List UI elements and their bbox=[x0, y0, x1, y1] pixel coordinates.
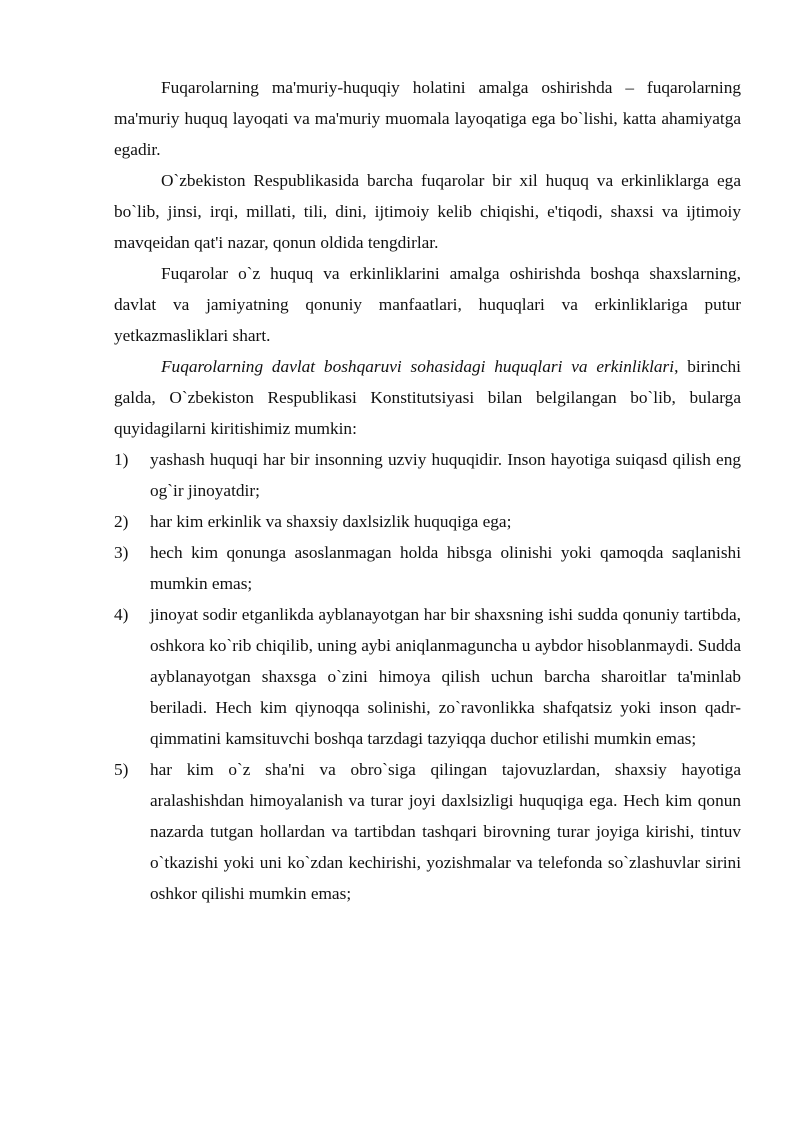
paragraph-1-text: Fuqarolarning ma'muriy-huquqiy holatini amalga oshirishda – fuqarolarning ma'muriy huquq layoqati va ma'muriy muomala layoqatiga ega bo`lishi, katta ahamiyatga egadir. bbox=[114, 78, 741, 159]
list-item-text: jinoyat sodir etganlikda ayblanayotgan har bir shaxsning ishi sudda qonuniy tartibda, oshkora ko`rib chiqilib, uning aybi aniqlanmaguncha u aybdor hisoblanmaydi. Sudda ayblanayotgan shaxsga o`zini himoya qilish uchun barcha sharoitlar ta'minlab beriladi. Hech kim qiynoqqa solinishi, zo`ravonlikka shafqatsiz yoki inson qadr-qimmatini kamsituvchi boshqa tarzdagi tazyiqqa duchor etilishi mumkin emas; bbox=[150, 605, 741, 748]
paragraph-4-text: , birinchi galda, O`zbekiston Respublikasi Konstitutsiyasi bilan belgilangan bo`lib, bularga quyidagilarni kiritishimiz mumkin: bbox=[114, 357, 741, 438]
list-item bbox=[114, 506, 741, 537]
list-item bbox=[114, 599, 741, 754]
paragraph-3 bbox=[114, 258, 741, 351]
rights-list bbox=[114, 444, 741, 909]
list-item bbox=[114, 444, 741, 506]
list-item-number: 3) bbox=[114, 543, 129, 562]
list-item-number: 5) bbox=[114, 760, 129, 779]
list-item-text: hech kim qonunga asoslanmagan holda hibsga olinishi yoki qamoqda saqlanishi mumkin emas; bbox=[150, 543, 741, 593]
list-item bbox=[114, 537, 741, 599]
list-item-text: har kim o`z sha'ni va obro`siga qilingan tajovuzlardan, shaxsiy hayotiga aralashishdan himoyalanish va turar joyi daxlsizligi huquqiga ega. Hech kim qonun nazarda tutgan hollardan va tartibdan tashqari birovning turar joyiga kirishi, tintuv o`tkazishi yoki uni ko`zdan kechirishi, yozishmalar va telefonda so`zlashuvlar sirini oshkor qilishi mumkin emas; bbox=[150, 760, 741, 903]
paragraph-1 bbox=[114, 72, 741, 165]
document-page bbox=[114, 72, 741, 909]
list-item-number: 2) bbox=[114, 512, 129, 531]
list-item-text: har kim erkinlik va shaxsiy daxlsizlik huquqiga ega; bbox=[150, 512, 512, 531]
paragraph-4-italic-heading: Fuqarolarning davlat boshqaruvi sohasidagi huquqlari va erkinliklari bbox=[161, 357, 675, 376]
paragraph-2 bbox=[114, 165, 741, 258]
list-item-text: yashash huquqi har bir insonning uzviy huquqidir. Inson hayotiga suiqasd qilish eng og`ir jinoyatdir; bbox=[150, 450, 741, 500]
list-item bbox=[114, 754, 741, 909]
paragraph-4 bbox=[114, 351, 741, 444]
paragraph-2-text: O`zbekiston Respublikasida barcha fuqarolar bir xil huquq va erkinliklarga ega bo`lib, jinsi, irqi, millati, tili, dini, ijtimoiy kelib chiqishi, e'tiqodi, shaxsi va ijtimoiy mavqeidan qat'i nazar, qonun oldida tengdirlar. bbox=[114, 171, 741, 252]
paragraph-3-text: Fuqarolar o`z huquq va erkinliklarini amalga oshirishda boshqa shaxslarning, davlat va jamiyatning qonuniy manfaatlari, huquqlari va erkinliklariga putur yetkazmasliklari shart. bbox=[114, 264, 741, 345]
list-item-number: 4) bbox=[114, 605, 129, 624]
list-item-number: 1) bbox=[114, 450, 129, 469]
